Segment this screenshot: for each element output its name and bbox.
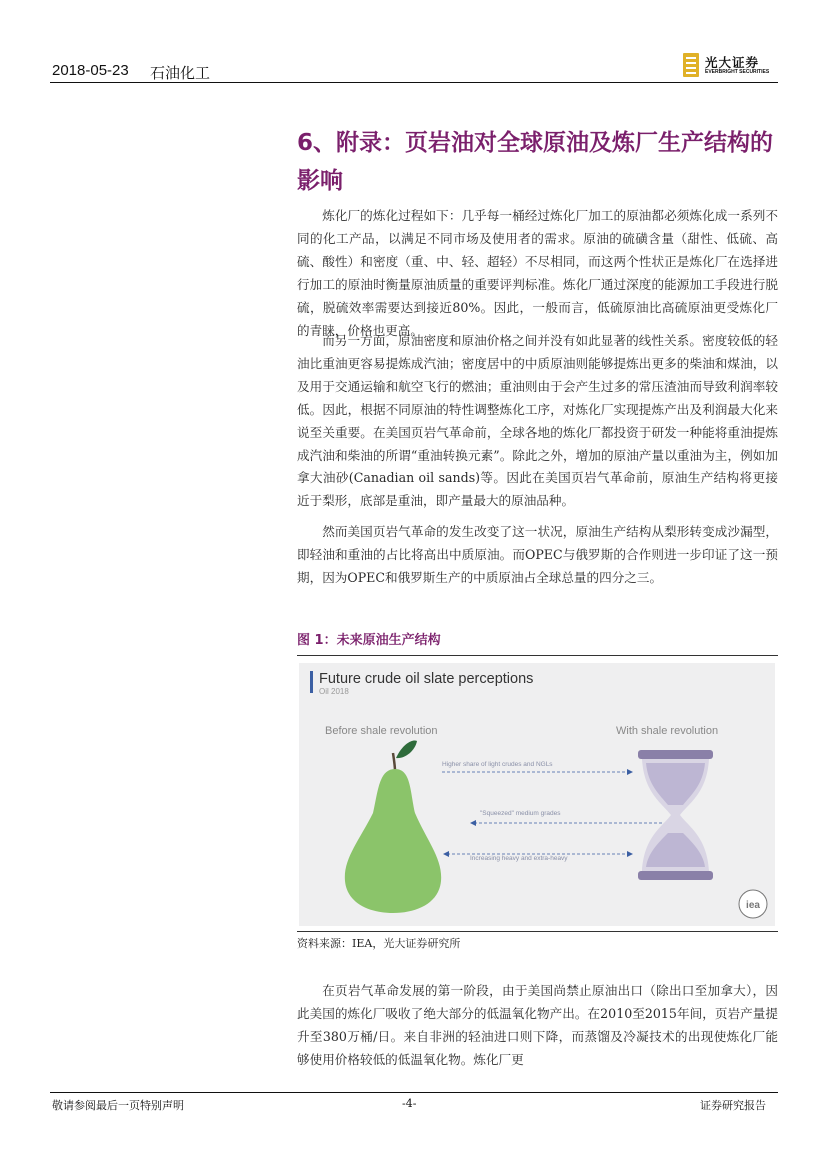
figure-image	[299, 663, 775, 926]
iea-logo-text: iea	[746, 900, 760, 911]
brand-name: 光大证券	[705, 55, 760, 70]
header-divider	[50, 82, 778, 83]
figure-title: Future crude oil slate perceptions	[319, 671, 534, 687]
figure-bottom-rule	[297, 931, 778, 932]
figure-source: 资料来源：IEA，光大证券研究所	[297, 937, 461, 950]
figure-subtitle: Oil 2018	[319, 687, 349, 696]
annotation-medium-label: "Squeezed" medium grades	[480, 810, 561, 817]
body-paragraph: 在页岩气革命发展的第一阶段，由于美国尚禁止原油出口（除出口至加拿大），因此美国的炼化厂吸收了绝大部分的低温氧化物产出。在2010至2015年间，页岩产量提升至380万桶/日。来自非洲的轻油进口则下降，而蒸馏及冷凝技术的出现使炼化厂能够使用价格较低的低温氧化物。炼化厂更	[297, 983, 778, 1067]
page-number: -4-	[402, 1097, 417, 1110]
brand-mark-icon	[683, 53, 699, 77]
body-paragraph: 而另一方面，原油密度和原油价格之间并没有如此显著的线性关系。密度较低的轻油比重油更容易提炼成汽油；密度居中的中质原油则能够提炼出更多的柴油和煤油，以及用于交通运输和航空飞行的燃油；重油则由于会产生过多的常压渣油而导致利润率较低。因此，根据不同原油的特性调整炼化工序，对炼化厂实现提炼产出及利润最大化来说至关重要。在美国页岩气革命前，全球各地的炼化厂都投资于研发一种能将重油提炼成汽油和柴油的所谓“重油转换元素”。除此之外，增加的原油产量以重油为主，例如加拿大油砂(Canadian oil sands)等。因此在美国页岩气革命前，原油生产结构将更接近于梨形，底部是重油，即产量最大的原油品种。	[297, 333, 778, 509]
before-label: Before shale revolution	[325, 725, 438, 737]
pear-icon	[345, 741, 441, 913]
crude-slate-illustration	[299, 663, 775, 926]
annotation-light	[442, 761, 633, 775]
report-sector: 石油化工	[150, 64, 211, 82]
footer-divider	[50, 1092, 778, 1093]
hourglass-icon	[638, 750, 713, 880]
after-label: With shale revolution	[616, 725, 719, 737]
section-title: 6、附录：页岩油对全球原油及炼厂生产结构的影响	[297, 130, 774, 194]
figure-caption: 图 1：未来原油生产结构	[297, 633, 441, 648]
report-date: 2018-05-23	[52, 62, 129, 79]
title-accent-bar	[310, 671, 313, 693]
brand-logo	[683, 53, 778, 81]
figure-top-rule	[297, 655, 778, 656]
annotation-medium	[470, 810, 664, 826]
brand-name-en: EVERBRIGHT SECURITIES	[705, 69, 770, 75]
body-paragraph: 然而美国页岩气革命的发生改变了这一状况，原油生产结构从梨形转变成沙漏型，即轻油和重油的占比将高出中质原油。而OPEC与俄罗斯的合作则进一步印证了这一预期，因为OPEC和俄罗斯生产的中质原油占全球总量的四分之三。	[297, 524, 778, 585]
annotation-heavy-label: Increasing heavy and extra-heavy	[470, 855, 568, 862]
footer-disclaimer: 敬请参阅最后一页特别声明	[52, 1099, 184, 1112]
annotation-heavy	[443, 851, 633, 862]
body-paragraph: 炼化厂的炼化过程如下：几乎每一桶经过炼化厂加工的原油都必须炼化成一系列不同的化工产品，以满足不同市场及使用者的需求。原油的硫磺含量（甜性、低硫、高硫、酸性）和密度（重、中、轻、超轻）不尽相同，而这两个性状正是炼化厂在选择进行加工的原油时衡量原油质量的重要评判标准。炼化厂通过深度的能源加工手段进行脱硫，脱硫效率需要达到接近80%。因此，一般而言，低硫原油比高硫原油更受炼化厂的青睐，价格也更高。	[297, 208, 778, 338]
iea-logo	[739, 890, 767, 918]
footer-report-type: 证券研究报告	[700, 1099, 766, 1112]
annotation-light-label: Higher share of light crudes and NGLs	[442, 761, 553, 768]
